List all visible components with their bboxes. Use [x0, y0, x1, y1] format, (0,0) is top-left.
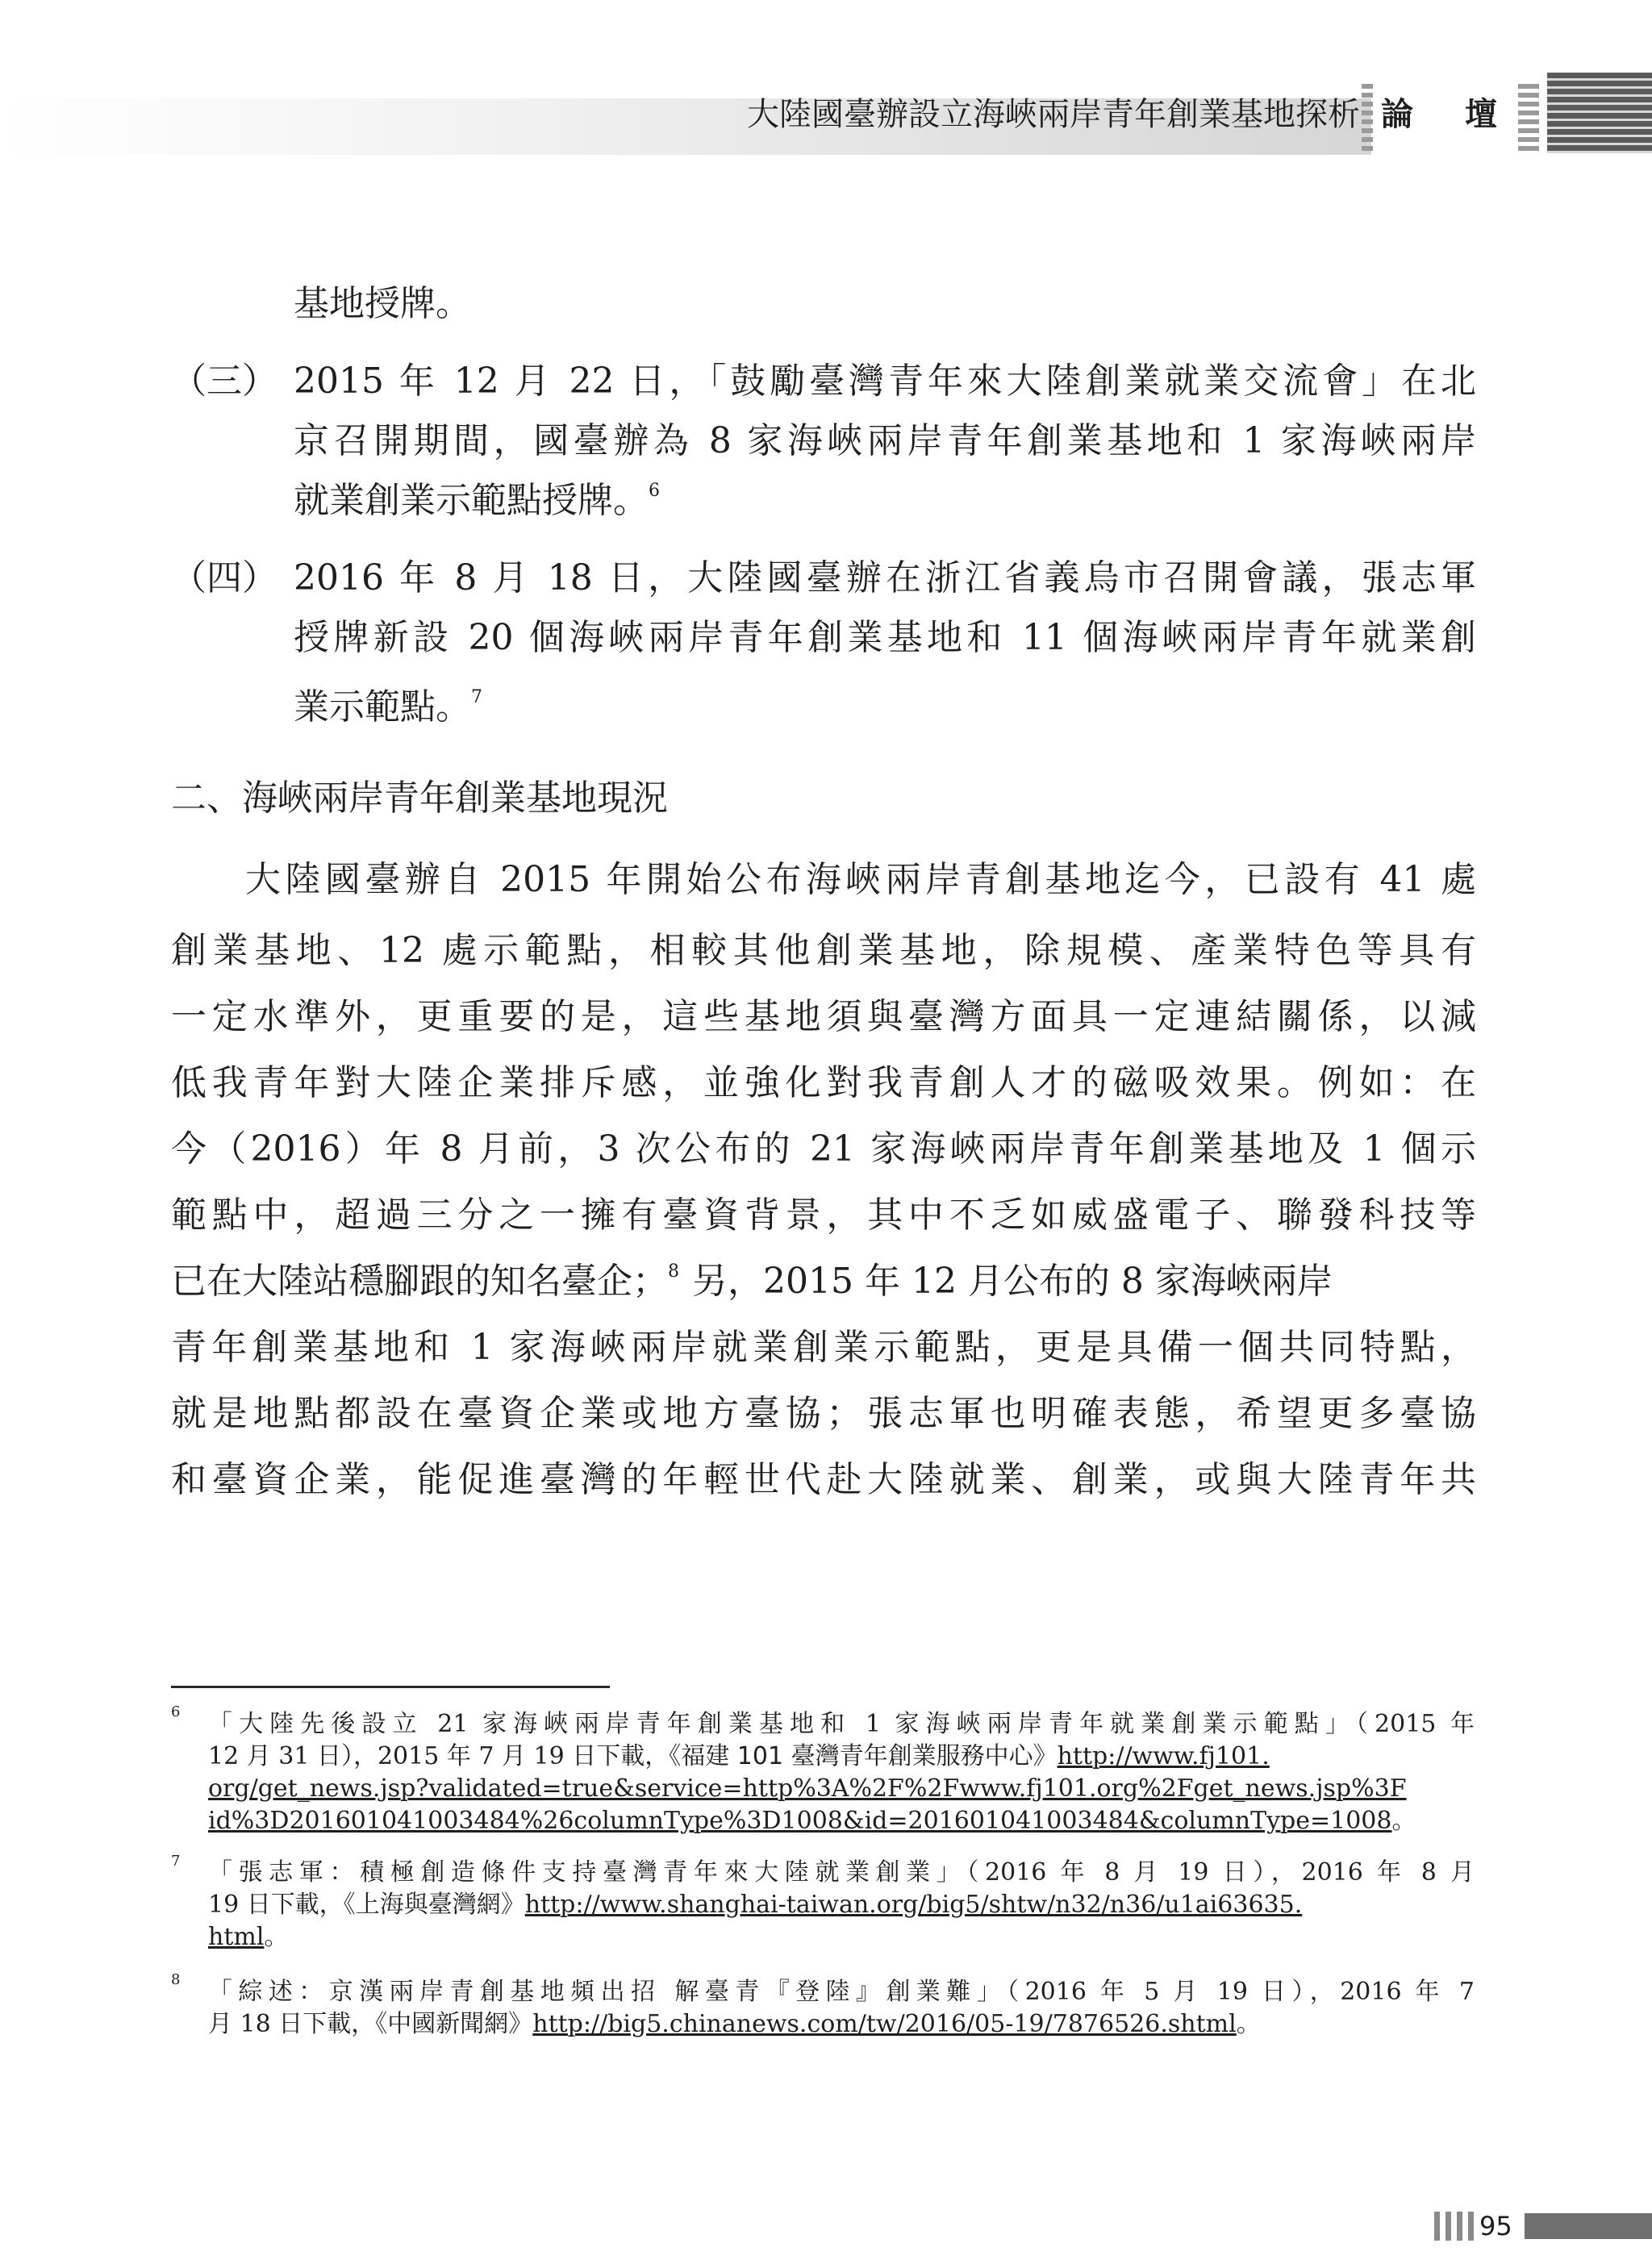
list-marker-4: （四）	[171, 557, 277, 598]
paragraph-line-10: 和臺資企業，能促進臺灣的年輕世代赴大陸就業、創業，或與大陸青年共	[171, 1459, 1476, 1500]
footnote-6-number: 6	[171, 1703, 181, 1720]
footnote-punct: 。	[1236, 2010, 1261, 2038]
page-number: 95	[1479, 2211, 1512, 2241]
list-item-4-line-3	[294, 675, 482, 740]
header-dot-pattern	[1518, 84, 1539, 153]
paragraph-line-1: 大陸國臺辦自 2015 年開始公布海峽兩岸青創基地迄今，已設有 41 處	[245, 859, 1476, 900]
footnote-6-link-cont[interactable]: org/get_news.jsp?validated=true&service=http%3A%2F%2Fwww.fj101.org%2Fget_news.jsp%3F	[208, 1774, 1407, 1803]
footnote-punct: 。	[1391, 1807, 1416, 1835]
footnote-text: 月 18 日下載，	[208, 2010, 376, 2038]
list-item-3-line-2: 京召開期間，國臺辦為 8 家海峽兩岸青年創業基地和 1 家海峽兩岸	[294, 420, 1476, 461]
list-item-4-line-1: 2016 年 8 月 18 日，大陸國臺辦在浙江省義烏市召開會議，張志軍	[294, 557, 1476, 598]
section-heading: 二、海峽兩岸青年創業基地現況	[171, 778, 668, 819]
footnote-7-link-cont[interactable]: html	[208, 1923, 265, 1951]
paragraph-line-7-head: 已在大陸站穩腳跟的知名臺企；	[171, 1261, 668, 1302]
paragraph-line-8: 青年創業基地和 1 家海峽兩岸就業創業示範點，更是具備一個共同特點，	[171, 1327, 1476, 1368]
footnote-source: 《福建 101 臺灣青年創業服務中心》	[669, 1742, 1058, 1770]
list-item-3-line-3	[294, 469, 660, 533]
footnote-7-number: 7	[171, 1853, 181, 1870]
footer-bar-pattern	[1434, 2212, 1476, 2241]
running-title: 大陸國臺辦設立海峽兩岸青年創業基地探析	[747, 96, 1360, 133]
list-item-3-line-1: 2015 年 12 月 22 日，「鼓勵臺灣青年來大陸創業就業交流會」在北	[294, 361, 1476, 402]
footnote-source: 《上海與臺灣網》	[343, 1891, 525, 1919]
paragraph-line-6: 範點中，超過三分之一擁有臺資背景，其中不乏如威盛電子、聯發科技等	[171, 1195, 1476, 1236]
footnote-source: 《中國新聞網》	[375, 2010, 533, 2038]
footnote-6-line-2	[208, 1741, 1475, 1773]
footnote-ref[interactable]: 6	[649, 481, 660, 501]
footnote-6-line-4	[208, 1805, 1475, 1837]
list-item-continuation	[294, 272, 471, 336]
paragraph-line-3: 一定水準外，更重要的是，這些基地須與臺灣方面具一定連結關係，以減	[171, 996, 1476, 1037]
footnote-ref[interactable]: 8	[668, 1261, 679, 1282]
header-divider	[1362, 84, 1373, 153]
footnote-rule	[171, 1686, 610, 1688]
list-line: 業示範點。	[294, 686, 471, 728]
footnote-8-link[interactable]: http://big5.chinanews.com/tw/2016/05-19/7876526.shtml	[532, 2010, 1237, 2038]
paragraph-line-7-tail: 另，2015 年 12 月公布的 8 家海峽兩岸	[692, 1261, 1333, 1302]
footnote-6-link-cont[interactable]: id%3D201601041003484%26columnType%3D1008&id=201601041003484&columnType=1008	[208, 1807, 1392, 1835]
paragraph-line-7	[171, 1249, 1476, 1314]
paragraph-line-9: 就是地點都設在臺資企業或地方臺協；張志軍也明確表態，希望更多臺協	[171, 1393, 1476, 1434]
footnote-8-line-1: 「綜述：京漢兩岸青創基地頻出招 解臺青『登陸』創業難」（2016 年 5 月 19 日），2016 年 7	[208, 1978, 1475, 2006]
list-line: 基地授牌。	[294, 283, 471, 324]
footnote-8-line-2	[208, 2008, 1475, 2041]
list-marker-3: （三）	[171, 361, 277, 402]
footnote-text: 19 日下載，	[208, 1891, 344, 1919]
footnote-7-line-1: 「張志軍：積極創造條件支持臺灣青年來大陸就業創業」（2016 年 8 月 19 日），2016 年 8 月	[208, 1858, 1475, 1887]
footer-bar	[1525, 2213, 1652, 2239]
footnote-punct: 。	[264, 1923, 289, 1951]
footnote-7-link[interactable]: http://www.shanghai-taiwan.org/big5/shtw/n32/n36/u1ai63635.	[524, 1891, 1303, 1919]
header-stripe-block	[1547, 73, 1652, 153]
section-label-char-1: 論	[1381, 96, 1413, 133]
paragraph-line-4: 低我青年對大陸企業排斥感，並強化對我青創人才的磁吸效果。例如：在	[171, 1062, 1476, 1103]
footnote-6-line-3	[208, 1773, 1475, 1805]
section-label-char-2: 壇	[1465, 96, 1497, 133]
list-item-4-line-2: 授牌新設 20 個海峽兩岸青年創業基地和 11 個海峽兩岸青年就業創	[294, 617, 1476, 658]
footnote-6-line-1: 「大陸先後設立 21 家海峽兩岸青年創業基地和 1 家海峽兩岸青年就業創業示範點」（2015 年	[208, 1710, 1475, 1738]
footnote-8-number: 8	[171, 1971, 181, 1988]
list-line: 就業創業示範點授牌。	[294, 480, 649, 521]
footnote-6-link[interactable]: http://www.fj101.	[1057, 1742, 1270, 1770]
paragraph-line-2: 創業基地、12 處示範點，相較其他創業基地，除規模、產業特色等具有	[171, 930, 1476, 971]
footnote-ref[interactable]: 7	[471, 687, 482, 707]
footnote-7-line-2	[208, 1889, 1475, 1921]
footnote-text: 12 月 31 日），2015 年 7 月 19 日下載，	[208, 1742, 670, 1770]
paragraph-line-5: 今（2016）年 8 月前，3 次公布的 21 家海峽兩岸青年創業基地及 1 個示	[171, 1128, 1476, 1170]
footnote-7-line-3	[208, 1921, 1475, 1954]
